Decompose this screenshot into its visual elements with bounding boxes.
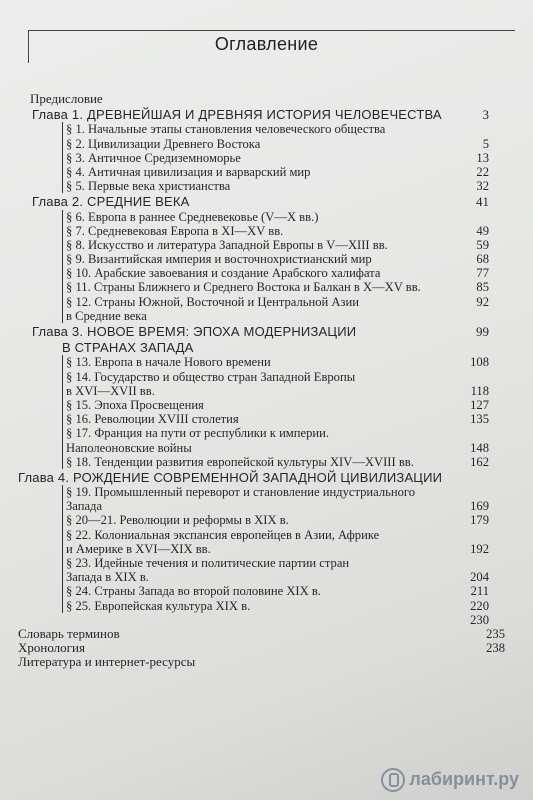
toc-page-number: 118 [470,383,489,398]
page-title: Оглавление [214,34,319,54]
toc-row [32,485,519,499]
toc-page-number: 230 [470,612,489,627]
toc-row [32,266,519,280]
toc-row [32,165,519,179]
toc-entry-label: § 16. Революции XVIII столетия [62,412,239,426]
toc-entry-label: Наполеоновские войны [62,441,192,455]
toc-row [18,654,519,670]
toc-page-number: 85 [476,280,489,295]
toc-entry-label: Запада в XIX в. [62,570,149,584]
toc-row [32,355,519,369]
toc-entry-label: Глава 4. РОЖДЕНИЕ СОВРЕМЕННОЙ ЗАПАДНОЙ ЦИВИЛИЗАЦИИ [18,469,443,485]
toc-entry-label: § 18. Тенденции развития европейской культуры XIV—XVIII вв. [62,455,414,469]
toc-entry-label: § 4. Античная цивилизация и варварский мир [62,165,310,179]
toc-page-number: 127 [470,397,489,412]
toc-page-number: 68 [476,252,489,267]
toc-page-number: 135 [470,412,489,427]
toc-row [32,210,519,224]
toc-row [32,238,519,252]
toc-entry-label: § 14. Государство и общество стран Западной Европы [62,370,355,384]
toc-row [32,137,519,151]
toc-page-number: 49 [476,223,489,238]
toc-row [32,295,519,309]
toc-page-number: 59 [476,237,489,252]
toc-entry-label: § 9. Византийская империя и восточнохристианский мир [62,252,372,266]
toc-entry-label: Запада [62,499,102,513]
toc-page-number: 99 [476,324,489,339]
toc-page-number: 204 [470,570,489,585]
toc-page-number: 13 [476,150,489,165]
toc-page-number: 211 [470,584,489,599]
toc-entry-label: Литература и интернет-ресурсы [18,654,196,670]
toc-row [32,528,519,542]
toc-entry-label: и Америке в XVI—XIX вв. [62,542,211,556]
toc-entry-label: § 24. Страны Запада во второй половине XIX в. [62,584,321,598]
toc-row [18,640,519,656]
toc-page-number: 148 [470,440,489,455]
watermark-text: лабиринт.ру [409,768,519,789]
toc-row [32,252,519,266]
toc-entry-label: § 19. Промышленный переворот и становление индустриального [62,485,415,499]
watermark [381,768,519,792]
toc-page-number: 169 [470,499,489,514]
toc-entry-label: § 7. Средневековая Европа в XI—XV вв. [62,224,283,238]
toc-entry-label: Предисловие [30,91,103,106]
toc-row [32,455,519,469]
toc-page-number: 92 [476,294,489,309]
toc-row [32,384,519,398]
toc-row [32,542,519,556]
toc-page-number: 77 [476,266,489,281]
toc-entry-label: § 22. Колониальная экспансия европейцев в Азии, Африке [62,528,379,542]
toc-entry-label: Глава 2. СРЕДНИЕ ВЕКА [32,194,190,210]
toc-row [32,224,519,238]
toc-row [32,584,519,598]
toc-entry-label: § 11. Страны Ближнего и Среднего Востока и Балкан в X—XV вв. [62,280,421,294]
toc-chapter-row [32,108,519,122]
toc-row [32,613,519,627]
toc-row [32,556,519,570]
labirint-logo-icon [381,768,405,792]
toc-row [32,570,519,584]
toc-chapter-row [18,469,519,485]
toc-entry-label: § 1. Начальные этапы становления человеческого общества [62,122,385,136]
toc-entry-label: В СТРАНАХ ЗАПАДА [62,340,194,356]
toc-entry-label: § 25. Европейская культура XIX в. [62,599,250,613]
toc-entry-label: § 12. Страны Южной, Восточной и Центральной Азии [62,295,359,309]
toc-entry-label: в Средние века [62,309,147,323]
toc-page-number: 22 [476,164,489,179]
toc-row [32,412,519,426]
toc-entry-label: § 13. Европа в начале Нового времени [62,355,271,369]
toc-row [32,370,519,384]
toc-row [32,122,519,136]
toc-page-number: 5 [482,136,489,151]
toc-row [32,179,519,193]
toc-row [32,151,519,165]
toc-row [18,625,519,641]
toc-entry-label: § 15. Эпоха Просвещения [62,398,204,412]
toc-entry-label: Хронология [18,640,85,656]
toc-row [32,426,519,440]
toc-page-number: 32 [476,179,489,194]
toc-row [32,309,519,323]
toc-chapter-row [32,341,519,355]
toc-row [32,92,519,106]
toc-page-number: 41 [476,194,489,210]
toc-entry-label: § 2. Цивилизации Древнего Востока [62,137,260,151]
toc-entry-label: § 6. Европа в раннее Средневековье (V—X вв.) [62,210,318,224]
table-of-contents [18,91,519,670]
toc-page-number: 162 [470,454,489,469]
toc-row [32,513,519,527]
toc-entry-label: в XVI—XVII вв. [62,384,155,398]
toc-row [32,599,519,613]
toc-entry-label: § 5. Первые века христианства [62,179,230,193]
toc-page-number: 192 [470,541,489,556]
toc-page-number: 235 [486,626,505,641]
toc-page-number: 3 [482,107,489,123]
toc-entry-label: § 17. Франция на пути от республики к империи. [62,426,329,440]
toc-entry-label: Словарь терминов [18,625,120,641]
toc-page-number: 220 [470,598,489,613]
toc-entry-label: § 10. Арабские завоевания и создание Арабского халифата [62,266,380,280]
toc-row [32,499,519,513]
toc-chapter-row [32,195,519,209]
toc-entry-label: Глава 3. НОВОЕ ВРЕМЯ: ЭПОХА МОДЕРНИЗАЦИИ [32,324,357,339]
toc-page-number: 179 [470,513,489,528]
toc-row [32,441,519,455]
toc-chapter-row [32,325,519,339]
toc-row [32,280,519,294]
toc-entry-label: § 23. Идейные течения и политические партии стран [62,556,349,570]
toc-row [32,398,519,412]
toc-entry-label: § 20—21. Революции и реформы в XIX в. [62,513,289,527]
toc-entry-label: § 8. Искусство и литература Западной Европы в V—XIII вв. [62,238,388,252]
toc-entry-label: § 3. Античное Средиземноморье [62,151,241,165]
toc-page-number: 238 [486,641,505,656]
toc-entry-label: Глава 1. ДРЕВНЕЙШАЯ И ДРЕВНЯЯ ИСТОРИЯ ЧЕЛОВЕЧЕСТВА [32,107,442,123]
toc-page-number: 108 [470,355,489,370]
